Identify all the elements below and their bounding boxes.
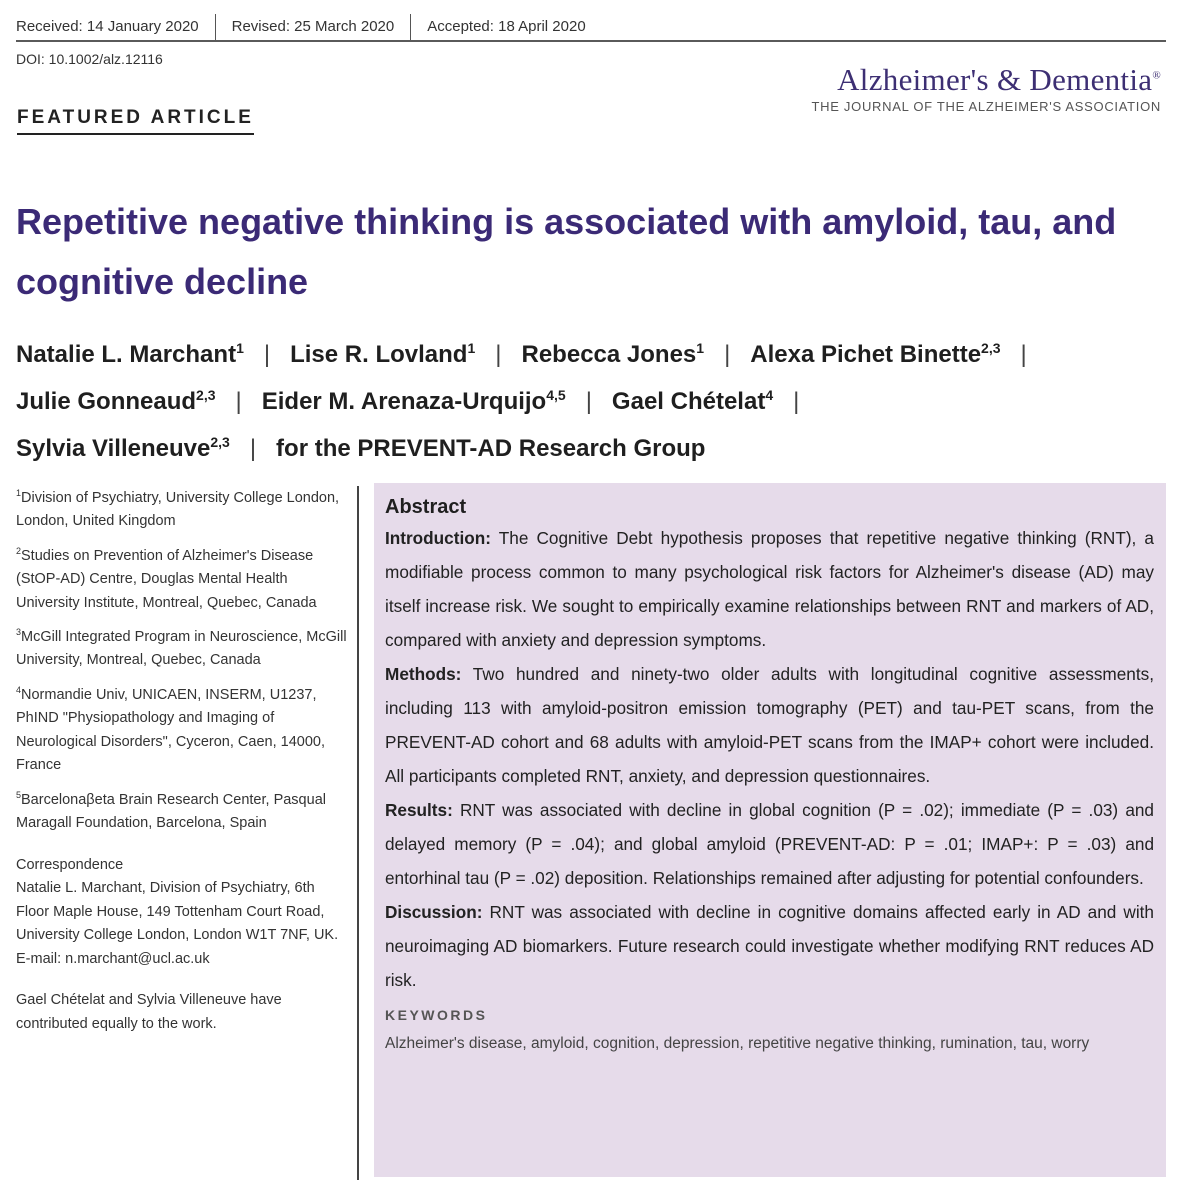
- journal-logo: [812, 62, 1161, 114]
- correspondence-label: Correspondence: [16, 856, 124, 873]
- affiliation: $^3$McGill Integrated Program in Neuroscience, McGill University, Montreal, Quebec, Canada: [16, 627, 347, 669]
- author-group: for the PREVENT-AD Research Group: [276, 435, 706, 462]
- author: Eider M. Arenaza-Urquijo$^{4,5}$: [261, 387, 566, 415]
- abstract-box: [374, 483, 1166, 1177]
- date-divider: [410, 14, 411, 40]
- affiliations-column: [16, 482, 348, 1036]
- affiliation: $^2$Studies on Prevention of Alzheimer's Disease (StOP-AD) Centre, Douglas Mental Health University Institute, Montreal, Quebec, Canada: [16, 545, 317, 611]
- keywords-label: KEYWORDS: [385, 1007, 488, 1023]
- abstract-discussion: Discussion: RNT was associated with decline in cognitive domains affected early in AD and with neuroimaging AD biomarkers. Future research could investigate whether modifying RNT reduces AD risk.: [385, 902, 1154, 990]
- article-title: Repetitive negative thinking is associated with amyloid, tau, and cognitive decline: [16, 201, 1117, 302]
- affiliation: $^1$Division of Psychiatry, University College London, London, United Kingdom: [16, 488, 340, 530]
- abstract-introduction: Introduction: The Cognitive Debt hypothesis proposes that repetitive negative thinking (RNT), a modifiable process common to many psychological risk factors for Alzheimer's disease (AD) may itself increase risk. We sought to empirically examine relationships between RNT and markers of AD, compared with anxiety and depression symptoms.: [385, 528, 1154, 650]
- author: Sylvia Villeneuve$^{2,3}$: [16, 434, 230, 462]
- author: Lise R. Lovland$^1$: [290, 340, 476, 368]
- revised-date: Revised: 25 March 2020: [231, 18, 395, 35]
- journal-subtitle: THE JOURNAL OF THE ALZHEIMER'S ASSOCIATION: [811, 99, 1161, 114]
- correspondence-block: [16, 854, 348, 972]
- author: Rebecca Jones$^1$: [521, 340, 705, 368]
- author: Gael Chételat$^4$: [611, 387, 774, 415]
- affiliation: $^5$Barcelonaβeta Brain Research Center, Pasqual Maragall Foundation, Barcelona, Spain: [16, 789, 326, 832]
- correspondence-email[interactable]: E-mail: n.marchant@ucl.ac.uk: [16, 950, 210, 967]
- journal-name: Alzheimer's & Dementia®: [837, 62, 1161, 97]
- contribution-note: Gael Chételat and Sylvia Villeneuve have contributed equally to the work.: [16, 992, 282, 1032]
- date-divider: [215, 14, 216, 40]
- received-date: Received: 14 January 2020: [16, 18, 199, 35]
- article-dates-bar: [16, 14, 1166, 42]
- article-type-label: FEATURED ARTICLE: [17, 107, 254, 135]
- abstract-methods: Methods: Two hundred and ninety-two older adults with longitudinal cognitive assessments, including 113 with amyloid-positron emission tomography (PET) and tau-PET scans, from the PREVENT-AD cohort and 68 adults with amyloid-PET scans from the IMAP+ cohort were included. All participants completed RNT, anxiety, and depression questionnaires.: [385, 664, 1154, 786]
- registered-mark: ®: [1152, 69, 1161, 82]
- affiliation: $^4$Normandie Univ, UNICAEN, INSERM, U1237, PhIND "Physiopathology and Imaging of Neurological Disorders", Cyceron, Caen, 14000, France: [16, 684, 325, 774]
- keywords-list: Alzheimer's disease, amyloid, cognition, depression, repetitive negative thinking, rumination, tau, worry: [385, 1035, 1090, 1052]
- correspondence-address: Natalie L. Marchant, Division of Psychiatry, 6th Floor Maple House, 149 Tottenham Court Road, University College London, London W1T 7NF, UK.: [16, 880, 339, 944]
- author-list: Natalie L. Marchant$^1$ | Lise R. Lovland$^1$ | Rebecca Jones$^1$ | Alexa Pichet Binette$^{2,3}$ | Julie Gonneaud$^{2,3}$ | Eider M. Arenaza-Urquijo$^{4,5}$ | Gael Chételat$^4$ | Sylvia Villeneuve$^{2,3}$ | for the PREVENT-AD Research Group: [16, 340, 1027, 462]
- author: Alexa Pichet Binette$^{2,3}$: [750, 340, 1001, 368]
- author: Julie Gonneaud$^{2,3}$: [16, 387, 216, 415]
- abstract-heading: Abstract: [385, 496, 467, 518]
- column-divider: [357, 486, 359, 1180]
- doi-text: DOI: 10.1002/alz.12116: [16, 51, 163, 67]
- abstract-results: Results: RNT was associated with decline in global cognition (P = .02); immediate (P = .03) and delayed memory (P = .04); and global amyloid (PREVENT-AD: P = .01; IMAP+: P = .03) and entorhinal tau (P = .02) deposition. Relationships remained after adjusting for potential confounders.: [385, 800, 1154, 888]
- accepted-date: Accepted: 18 April 2020: [427, 18, 586, 35]
- author: Natalie L. Marchant$^1$: [16, 340, 244, 368]
